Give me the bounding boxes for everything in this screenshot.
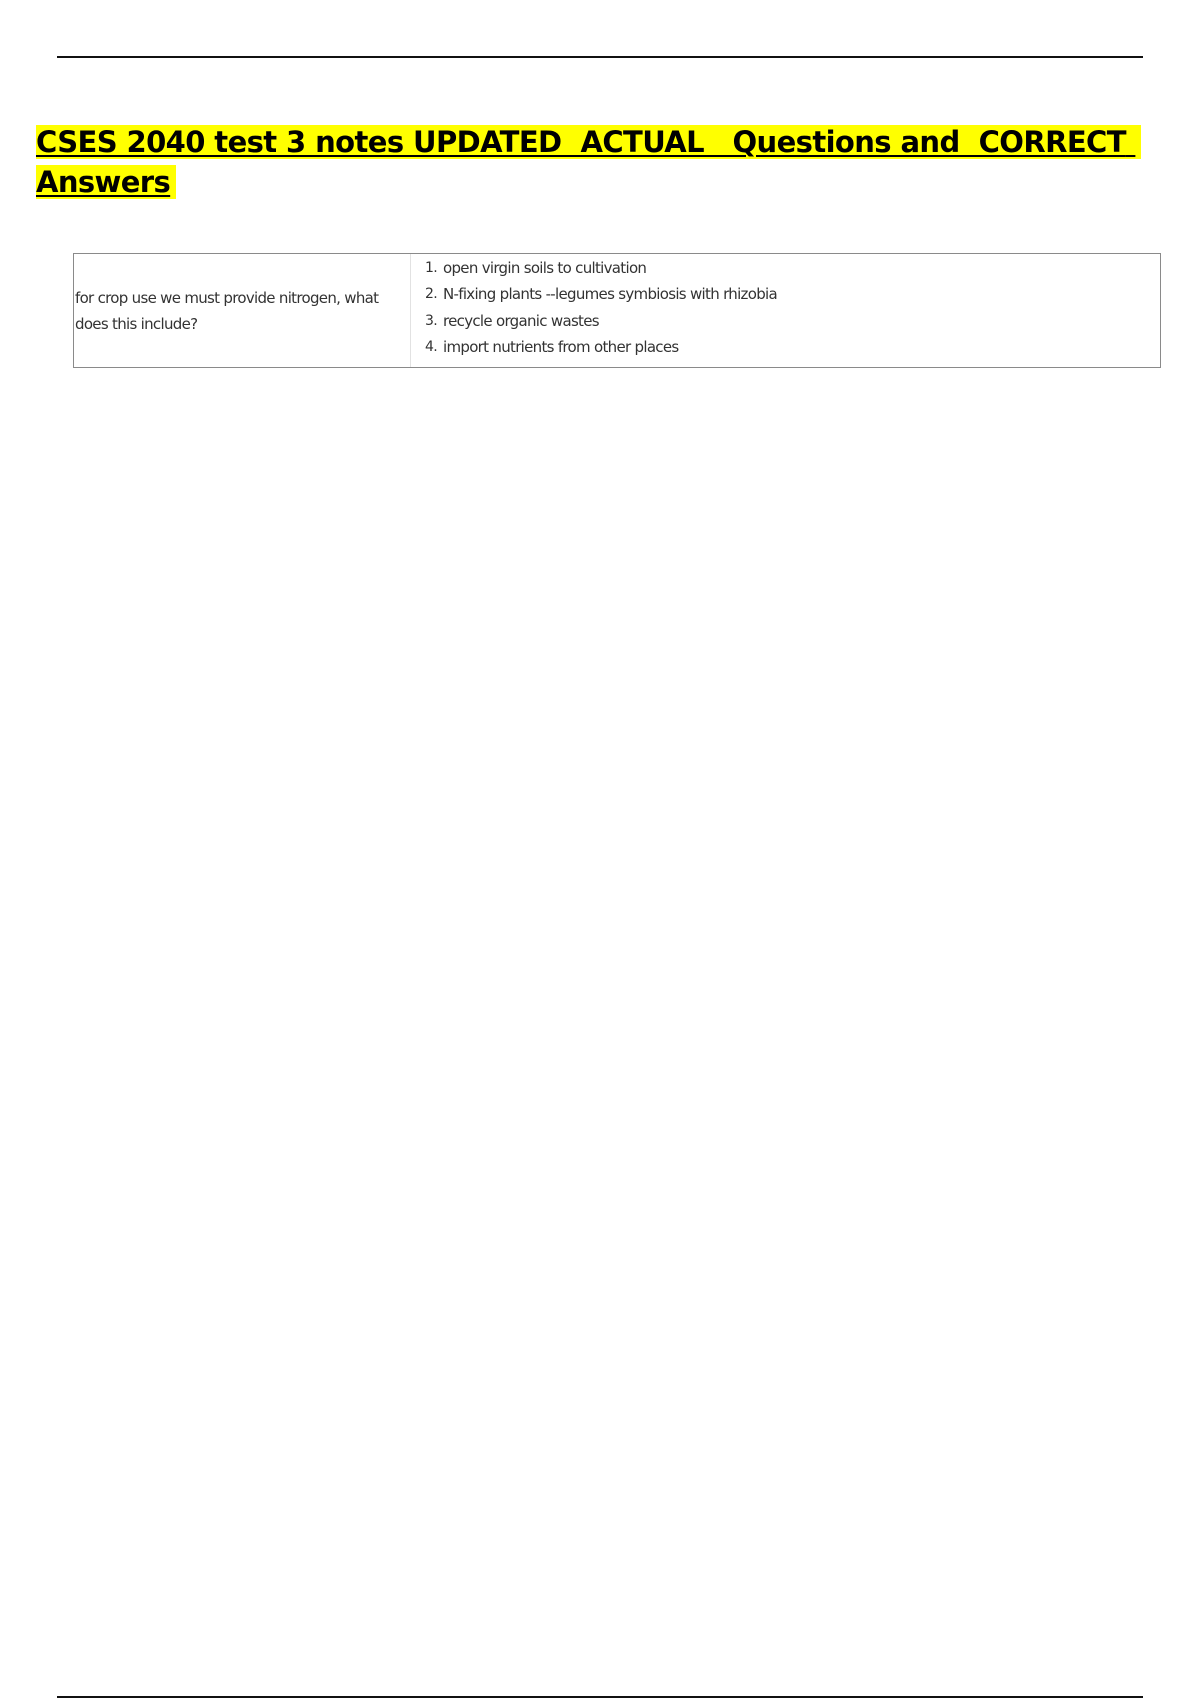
flashcard-answer	[411, 254, 1160, 367]
header-rule	[57, 56, 1143, 58]
answer-item	[411, 255, 777, 281]
answer-number: 4.	[425, 338, 437, 355]
flashcard	[73, 253, 1161, 368]
document-title-text: CSES 2040 test 3 notes UPDATED ACTUAL Questions and CORRECT Answers	[36, 125, 1141, 199]
answer-text: open virgin soils to cultivation	[443, 259, 647, 277]
answer-list	[411, 255, 777, 360]
footer-rule	[57, 1696, 1143, 1698]
answer-text: import nutrients from other places	[443, 337, 679, 356]
answer-item	[411, 308, 777, 334]
document-title	[36, 122, 1156, 202]
answer-number: 3.	[425, 312, 437, 329]
answer-number: 1.	[425, 260, 437, 276]
answer-number: 2.	[425, 286, 437, 303]
flashcard-question	[74, 254, 411, 367]
flashcard-question-text: for crop use we must provide nitrogen, what does this include?	[75, 288, 379, 333]
answer-item	[411, 281, 777, 307]
answer-item	[411, 334, 777, 360]
answer-text: N-fixing plants --legumes symbiosis with rhizobia	[443, 285, 777, 304]
answer-text: recycle organic wastes	[443, 311, 599, 330]
